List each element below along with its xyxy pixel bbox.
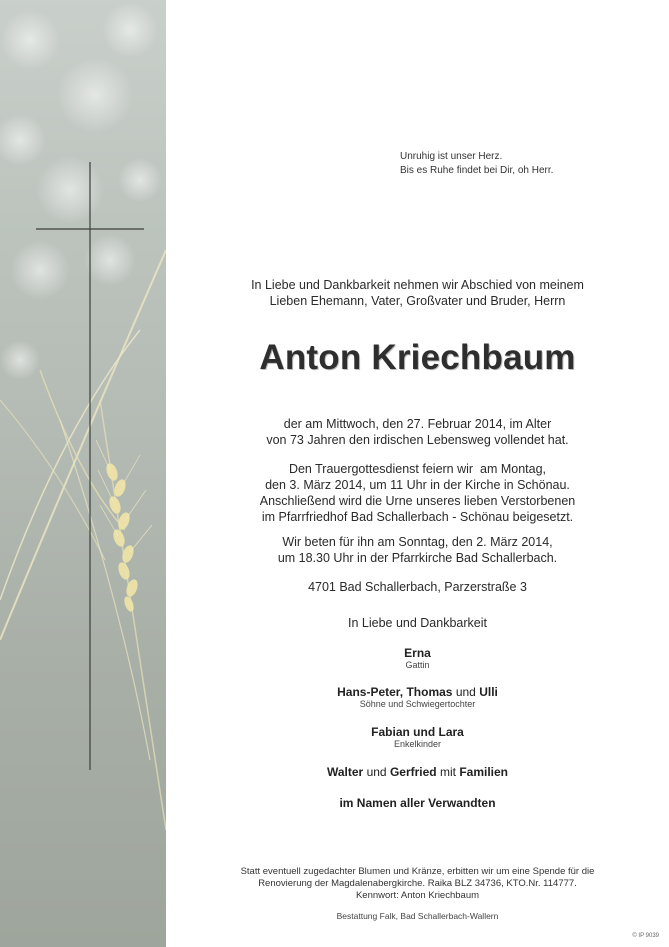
closing-text: In Liebe und Dankbarkeit: [348, 616, 487, 630]
mourner-erna-relation: Gattin: [405, 660, 430, 670]
donation-note-line-1: Statt eventuell zugedachter Blumen und Kränze, erbitten wir um eine Spende für die: [240, 866, 595, 877]
siblings-families: Familien: [459, 765, 508, 779]
death-info-line-1: der am Mittwoch, den 27. Februar 2014, im Alter: [283, 417, 552, 431]
mourner-relatives-text: im Namen aller Verwandten: [339, 796, 496, 810]
copyright-mark: © IP 9039: [632, 933, 659, 939]
wheat-photo-panel: [0, 0, 166, 947]
mourner-grandchildren: [166, 725, 669, 749]
prayer-info: [166, 534, 669, 566]
death-info-line-2: von 73 Jahren den irdischen Lebensweg vollendet hat.: [266, 433, 569, 447]
deceased-name: Anton Kriechbaum: [259, 338, 576, 377]
intro-line-2: Lieben Ehemann, Vater, Großvater und Bruder, Herrn: [269, 294, 566, 308]
motto: [400, 150, 553, 178]
donation-note-line-3: Kennwort: Anton Kriechbaum: [355, 890, 480, 901]
wheat-cross-illustration: [0, 0, 166, 947]
siblings-und: und: [366, 765, 387, 779]
funeral-home: Bestattung Falk, Bad Schallerbach-Wallern: [336, 911, 499, 921]
funeral-info-line-2: den 3. März 2014, um 11 Uhr in der Kirche in Schönau.: [265, 478, 570, 492]
intro-line-1: In Liebe und Dankbarkeit nehmen wir Abschied von meinem: [251, 278, 584, 292]
funeral-info-line-1: Den Trauergottesdienst feiern wir am Montag,: [288, 462, 547, 476]
mourner-grandchildren-names: Fabian und Lara: [371, 725, 464, 739]
mourner-erna: [166, 646, 669, 670]
mourner-relatives: [166, 796, 669, 810]
funeral-info-line-4: im Pfarrfriedhof Bad Schallerbach - Schönau beigesetzt.: [261, 510, 574, 524]
funeral-info: [166, 461, 669, 525]
address: 4701 Bad Schallerbach, Parzerstraße 3: [308, 580, 527, 594]
motto-line-2: Bis es Ruhe findet bei Dir, oh Herr.: [400, 165, 554, 176]
motto-line-1: Unruhig ist unser Herz.: [400, 151, 503, 162]
intro-text: [166, 277, 669, 309]
funeral-info-line-3: Anschließend wird die Urne unseres lieben Verstorbenen: [259, 494, 576, 508]
mourner-children-relation: Söhne und Schwiegertochter: [359, 699, 476, 709]
children-names-a: Hans-Peter, Thomas: [337, 685, 453, 699]
mourner-grandchildren-relation: Enkelkinder: [393, 739, 442, 749]
children-names-b: Ulli: [479, 685, 498, 699]
siblings-mit: mit: [439, 765, 456, 779]
donation-note: [166, 866, 669, 902]
mourner-erna-name: Erna: [404, 646, 431, 660]
mourner-siblings: [166, 765, 669, 779]
prayer-info-line-2: um 18.30 Uhr in der Pfarrkirche Bad Schallerbach.: [277, 551, 558, 565]
mourner-siblings-names: [166, 765, 669, 779]
children-und: und: [455, 685, 476, 699]
donation-note-line-2: Renovierung der Magdalenabergkirche. Raika BLZ 34736, KTO.Nr. 114777.: [258, 878, 577, 889]
mourner-children-names: [166, 685, 669, 699]
siblings-name-a: Walter: [326, 765, 364, 779]
prayer-info-line-1: Wir beten für ihn am Sonntag, den 2. März 2014,: [282, 535, 553, 549]
death-info: [166, 416, 669, 448]
mourner-children: [166, 685, 669, 709]
siblings-name-b: Gerfried: [389, 765, 437, 779]
